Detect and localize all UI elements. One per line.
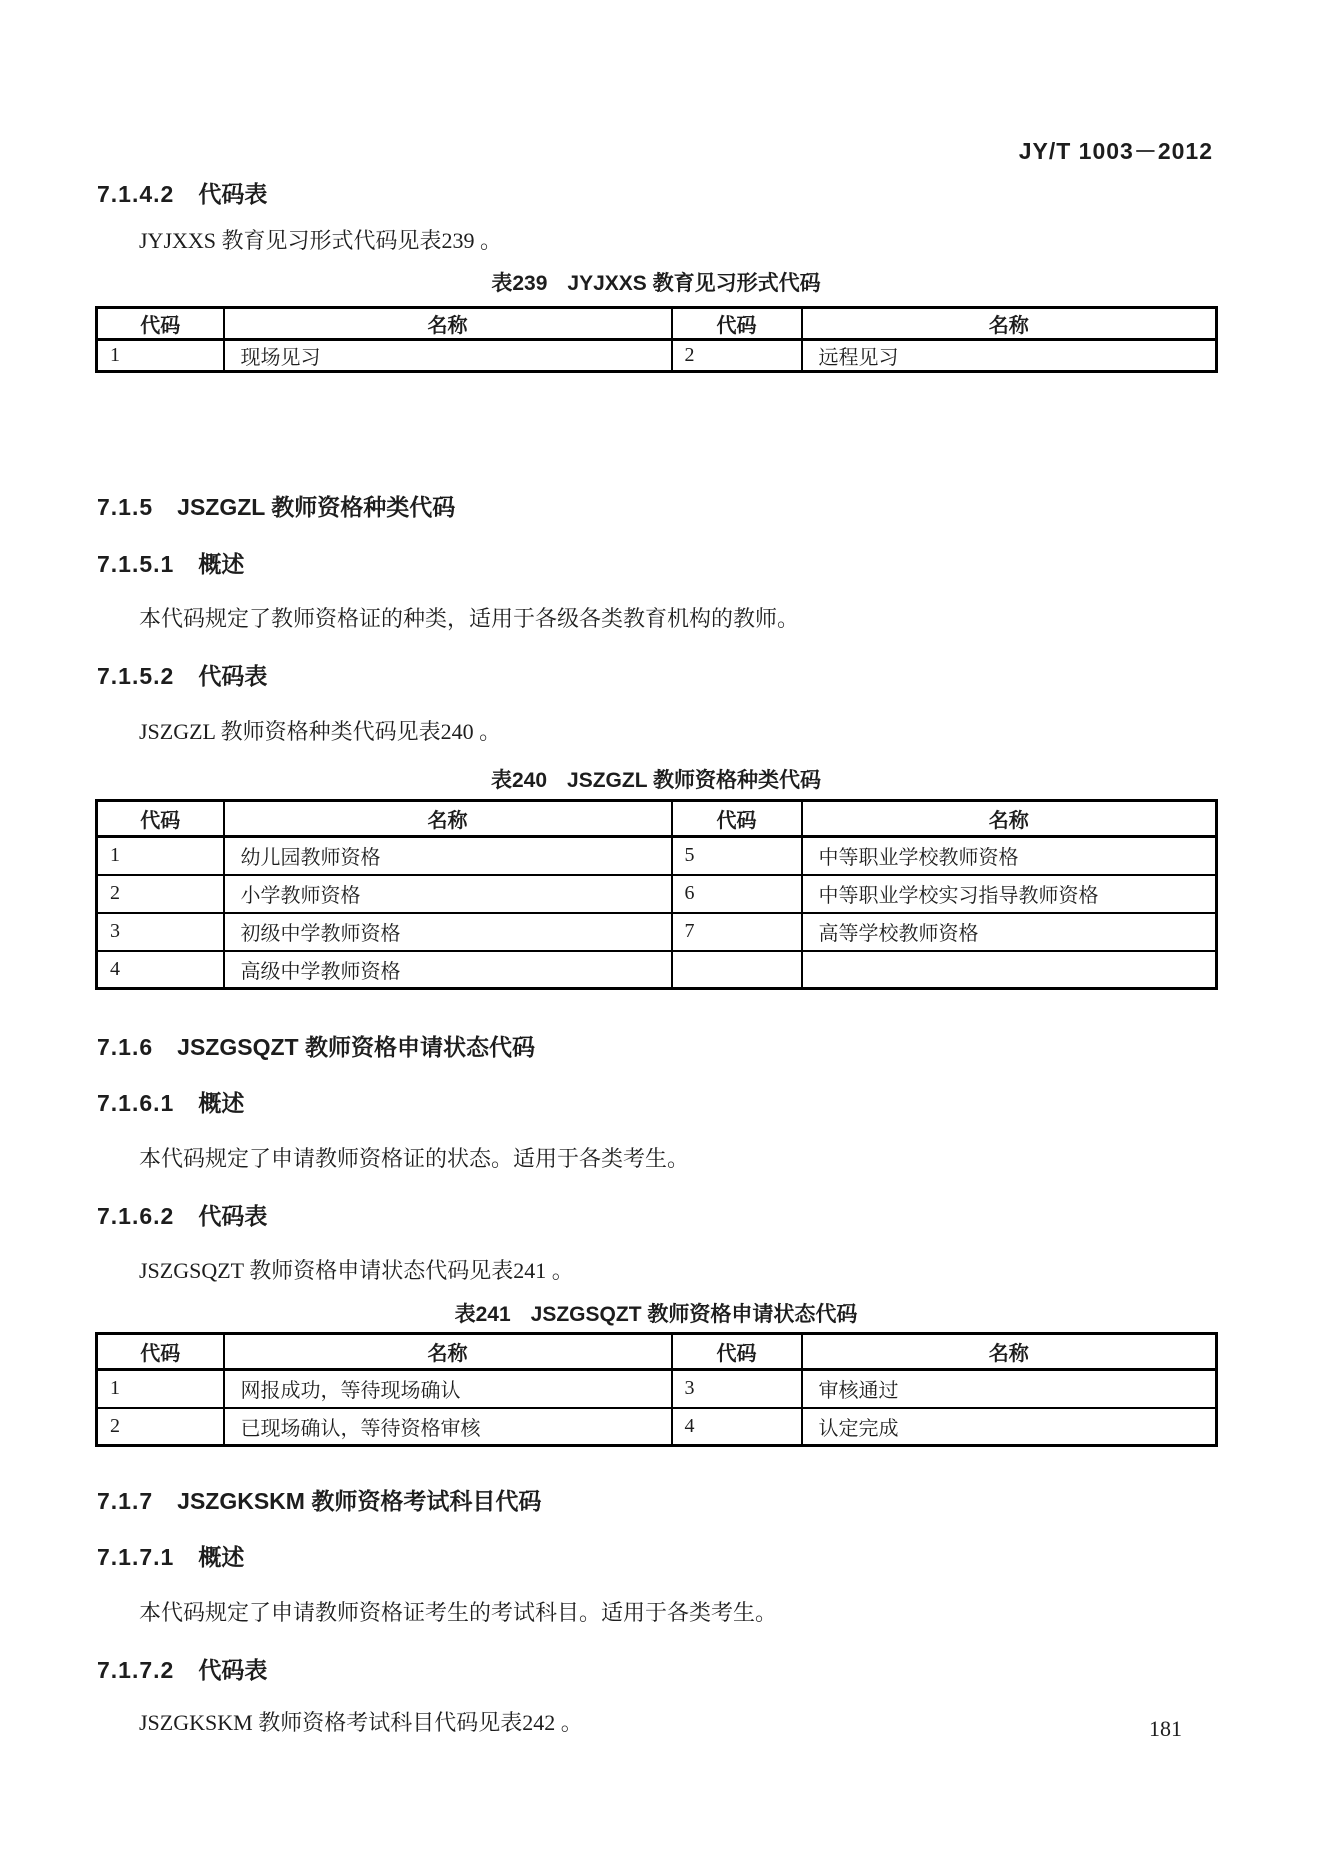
section-title: JSZGZL 教师资格种类代码 bbox=[177, 494, 456, 520]
code-cell: 6 bbox=[672, 875, 802, 913]
column-header: 名称 bbox=[224, 801, 672, 837]
heading-7-1-6 bbox=[97, 1029, 535, 1062]
section-number: 7.1.5.1 bbox=[97, 551, 175, 577]
table-240 bbox=[95, 799, 1218, 990]
name-cell bbox=[802, 951, 1217, 989]
name-cell: 远程见习 bbox=[802, 340, 1217, 372]
name-cell: 幼儿园教师资格 bbox=[224, 837, 672, 875]
code-cell: 3 bbox=[672, 1370, 802, 1408]
table241-caption-title: JSZGSQZT 教师资格申请状态代码 bbox=[530, 1303, 858, 1326]
code-cell: 1 bbox=[97, 1370, 224, 1408]
table241-caption-label: 表241 bbox=[454, 1303, 511, 1326]
table-row bbox=[97, 913, 1217, 951]
code-cell: 3 bbox=[97, 913, 224, 951]
section-title: JSZGSQZT 教师资格申请状态代码 bbox=[177, 1034, 535, 1060]
paragraph-table241-intro: JSZGSQZT 教师资格申请状态代码见表241 。 bbox=[139, 1258, 574, 1283]
section-number: 7.1.4.2 bbox=[97, 181, 175, 207]
heading-7-1-6-2 bbox=[97, 1198, 267, 1231]
table-header-row bbox=[97, 801, 1217, 837]
code-cell: 1 bbox=[97, 340, 224, 372]
section-number: 7.1.7.2 bbox=[97, 1657, 175, 1683]
section-title: 概述 bbox=[198, 1090, 245, 1116]
section-title: 代码表 bbox=[198, 663, 268, 689]
code-cell: 1 bbox=[97, 837, 224, 875]
table-header-row bbox=[97, 1334, 1217, 1370]
code-cell: 4 bbox=[672, 1408, 802, 1446]
name-cell: 中等职业学校实习指导教师资格 bbox=[802, 875, 1217, 913]
column-header: 代码 bbox=[672, 801, 802, 837]
column-header: 名称 bbox=[802, 1334, 1217, 1370]
paragraph-table242-intro: JSZGKSKM 教师资格考试科目代码见表242 。 bbox=[139, 1710, 583, 1735]
doc-code-header: JY/T 1003－2012 bbox=[1018, 138, 1213, 164]
name-cell: 审核通过 bbox=[802, 1370, 1217, 1408]
paragraph-7-1-6-1: 本代码规定了申请教师资格证的状态。适用于各类考生。 bbox=[139, 1146, 690, 1171]
heading-7-1-5 bbox=[97, 489, 455, 522]
section-number: 7.1.6.2 bbox=[97, 1203, 175, 1229]
code-cell: 2 bbox=[672, 340, 802, 372]
section-title: 代码表 bbox=[198, 1657, 268, 1683]
table241-caption bbox=[97, 1298, 1215, 1328]
name-cell: 初级中学教师资格 bbox=[224, 913, 672, 951]
column-header: 代码 bbox=[672, 1334, 802, 1370]
column-header: 名称 bbox=[802, 308, 1217, 340]
code-cell: 2 bbox=[97, 875, 224, 913]
heading-7-1-7-1 bbox=[97, 1539, 244, 1572]
column-header: 名称 bbox=[224, 1334, 672, 1370]
heading-7-1-7 bbox=[97, 1483, 541, 1516]
section-title: 概述 bbox=[198, 551, 245, 577]
column-header: 代码 bbox=[97, 1334, 224, 1370]
name-cell: 中等职业学校教师资格 bbox=[802, 837, 1217, 875]
section-title: 代码表 bbox=[198, 1203, 268, 1229]
table240-caption-label: 表240 bbox=[490, 769, 548, 792]
paragraph-7-1-7-1: 本代码规定了申请教师资格证考生的考试科目。适用于各类考生。 bbox=[139, 1600, 778, 1625]
table-row bbox=[97, 875, 1217, 913]
heading-7-1-5-1 bbox=[97, 546, 244, 579]
section-number: 7.1.6.1 bbox=[97, 1090, 175, 1116]
code-cell: 5 bbox=[672, 837, 802, 875]
table240-caption bbox=[97, 764, 1215, 794]
page-number: 181 bbox=[1149, 1716, 1182, 1741]
section-number: 7.1.7 bbox=[97, 1488, 154, 1514]
heading-7-1-7-2 bbox=[97, 1652, 267, 1685]
table-row bbox=[97, 340, 1217, 372]
heading-7-1-6-1 bbox=[97, 1085, 244, 1118]
table239-caption-label: 表239 bbox=[491, 272, 548, 295]
column-header: 代码 bbox=[672, 308, 802, 340]
name-cell: 小学教师资格 bbox=[224, 875, 672, 913]
section-title: 概述 bbox=[198, 1544, 245, 1570]
column-header: 代码 bbox=[97, 308, 224, 340]
name-cell: 高等学校教师资格 bbox=[802, 913, 1217, 951]
table-241 bbox=[95, 1332, 1218, 1447]
column-header: 名称 bbox=[224, 308, 672, 340]
column-header: 代码 bbox=[97, 801, 224, 837]
name-cell: 网报成功，等待现场确认 bbox=[224, 1370, 672, 1408]
paragraph-7-1-5-1: 本代码规定了教师资格证的种类，适用于各级各类教育机构的教师。 bbox=[139, 606, 800, 631]
section-number: 7.1.7.1 bbox=[97, 1544, 175, 1570]
code-cell: 7 bbox=[672, 913, 802, 951]
name-cell: 高级中学教师资格 bbox=[224, 951, 672, 989]
code-cell: 2 bbox=[97, 1408, 224, 1446]
section-number: 7.1.5.2 bbox=[97, 663, 175, 689]
section-number: 7.1.5 bbox=[97, 494, 154, 520]
table-row bbox=[97, 1408, 1217, 1446]
table239-caption bbox=[97, 267, 1215, 297]
heading-7-1-4-2 bbox=[97, 176, 267, 209]
table240-caption-title: JSZGZL 教师资格种类代码 bbox=[567, 769, 821, 792]
heading-7-1-5-2 bbox=[97, 658, 267, 691]
name-cell: 认定完成 bbox=[802, 1408, 1217, 1446]
section-title: JSZGKSKM 教师资格考试科目代码 bbox=[177, 1488, 542, 1514]
paragraph-table239-intro: JYJXXS 教育见习形式代码见表239 。 bbox=[139, 228, 503, 253]
column-header: 名称 bbox=[802, 801, 1217, 837]
section-number: 7.1.6 bbox=[97, 1034, 154, 1060]
name-cell: 现场见习 bbox=[224, 340, 672, 372]
table-row bbox=[97, 1370, 1217, 1408]
table239-caption-title: JYJXXS 教育见习形式代码 bbox=[567, 272, 821, 295]
table-header-row bbox=[97, 308, 1217, 340]
section-title: 代码表 bbox=[198, 181, 268, 207]
table-239 bbox=[95, 306, 1218, 373]
code-cell bbox=[672, 951, 802, 989]
table-row bbox=[97, 837, 1217, 875]
table-row bbox=[97, 951, 1217, 989]
name-cell: 已现场确认，等待资格审核 bbox=[224, 1408, 672, 1446]
code-cell: 4 bbox=[97, 951, 224, 989]
paragraph-table240-intro: JSZGZL 教师资格种类代码见表240 。 bbox=[139, 719, 502, 744]
